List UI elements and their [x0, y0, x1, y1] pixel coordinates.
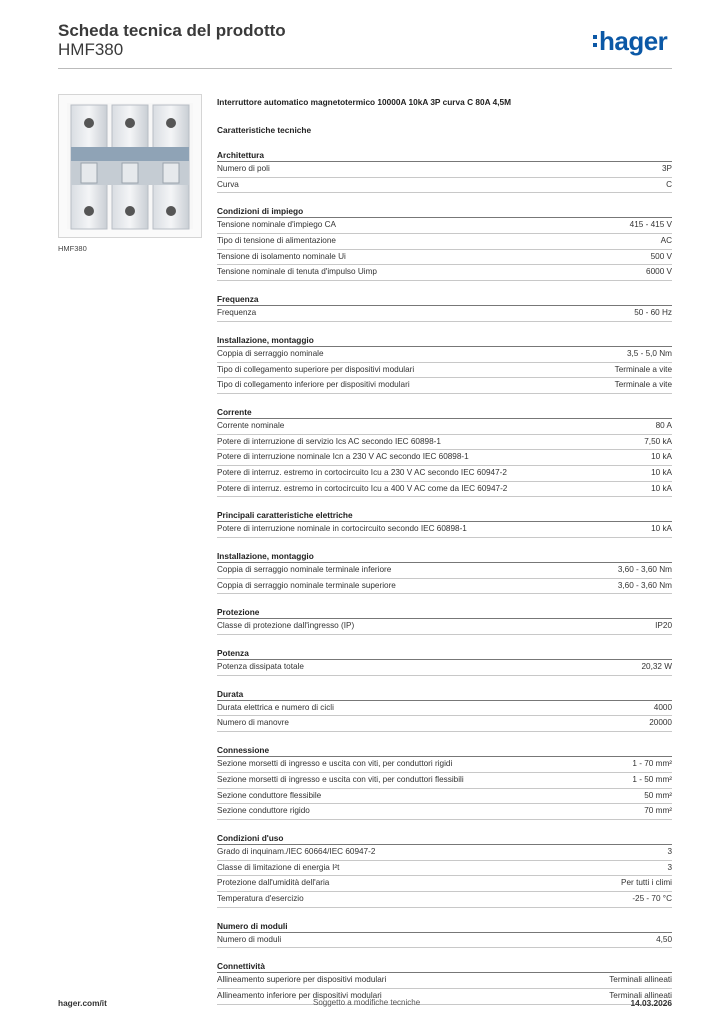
spec-label: Durata elettrica e numero di cicli: [217, 702, 334, 712]
footer-date: 14.03.2026: [630, 998, 672, 1008]
image-caption: HMF380: [58, 244, 87, 253]
spec-label: Frequenza: [217, 308, 257, 318]
spec-value: Per tutti i climi: [621, 878, 672, 888]
spec-row: [217, 363, 672, 379]
spec-value: 70 mm²: [644, 806, 672, 816]
spec-row: [217, 773, 672, 789]
spec-value: -25 - 70 °C: [632, 893, 672, 903]
product-image: [58, 94, 202, 238]
spec-row: [217, 757, 672, 773]
spec-value: 4,50: [656, 934, 672, 944]
spec-value: 500 V: [650, 251, 672, 261]
spec-value: 3: [667, 862, 672, 872]
spec-label: Sezione morsetti di ingresso e uscita con viti, per conduttori rigidi: [217, 759, 453, 769]
spec-row: [217, 579, 672, 595]
section-title: Numero di moduli: [217, 920, 672, 933]
spec-label: Sezione conduttore rigido: [217, 806, 310, 816]
spec-value: 50 - 60 Hz: [634, 308, 672, 318]
spec-row: [217, 347, 672, 363]
spec-row: [217, 482, 672, 498]
spec-label: Tensione nominale d'impiego CA: [217, 220, 336, 230]
section-title: Condizioni di impiego: [217, 205, 672, 218]
spec-row: [217, 218, 672, 234]
spec-label: Coppia di serraggio nominale terminale superiore: [217, 580, 396, 590]
spec-row: [217, 619, 672, 635]
section-title: Potenza: [217, 647, 672, 660]
spec-row: [217, 933, 672, 949]
spec-value: C: [666, 179, 672, 189]
spec-row: [217, 892, 672, 908]
spec-row: [217, 435, 672, 451]
spec-row: [217, 789, 672, 805]
spec-value: Terminali allineati: [609, 975, 672, 985]
product-code: HMF380: [58, 40, 124, 59]
spec-row: [217, 861, 672, 877]
spec-label: Tipo di collegamento superiore per dispositivi modulari: [217, 364, 415, 374]
spec-value: IP20: [655, 621, 672, 631]
spec-sections: [217, 149, 672, 1005]
spec-label: Tensione nominale di tenuta d'impulso Uimp: [217, 267, 377, 277]
spec-label: Numero di manovre: [217, 718, 289, 728]
spec-label: Protezione dall'umidità dell'aria: [217, 878, 330, 888]
section-title: Protezione: [217, 606, 672, 619]
spec-label: Potere di interruz. estremo in cortocircuito Icu a 230 V AC secondo IEC 60947-2: [217, 467, 507, 477]
spec-row: [217, 876, 672, 892]
spec-label: Potenza dissipata totale: [217, 662, 304, 672]
spec-row: [217, 178, 672, 194]
section-title: Frequenza: [217, 293, 672, 306]
spec-label: Coppia di serraggio nominale terminale inferiore: [217, 565, 392, 574]
spec-value: 3P: [661, 164, 672, 173]
spec-row: [217, 563, 672, 579]
spec-content: [217, 97, 672, 1005]
spec-value: Terminali allineati: [609, 991, 672, 1000]
spec-label: Potere di interruzione nominale in cortocircuito secondo IEC 60898-1: [217, 524, 467, 534]
spec-row: [217, 989, 672, 1005]
spec-row: [217, 450, 672, 466]
spec-value: 80 A: [655, 420, 672, 430]
spec-row: [217, 716, 672, 732]
circuit-breaker-icon: [59, 95, 201, 237]
spec-value: 4000: [653, 702, 672, 712]
section-title: Connettività: [217, 960, 672, 973]
spec-label: Corrente nominale: [217, 420, 285, 430]
spec-label: Temperatura d'esercizio: [217, 893, 304, 903]
spec-value: 10 kA: [651, 524, 672, 534]
main-section-title: Caratteristiche tecniche: [217, 125, 312, 135]
spec-value: 3,5 - 5,0 Nm: [626, 348, 672, 358]
product-title: Interruttore automatico magnetotermico 10000A 10kA 3P curva C 80A 4,5M: [217, 97, 512, 107]
section-title: Installazione, montaggio: [217, 334, 672, 347]
spec-value: Terminale a vite: [614, 380, 672, 390]
spec-row: [217, 804, 672, 820]
spec-value: 3,60 - 3,60 Nm: [617, 565, 672, 574]
spec-label: Numero di poli: [217, 164, 270, 173]
spec-row: [217, 466, 672, 482]
section-title: Connessione: [217, 744, 672, 757]
spec-label: Curva: [217, 179, 239, 189]
spec-label: Classe di limitazione di energia I²t: [217, 862, 340, 872]
spec-row: [217, 306, 672, 322]
spec-row: [217, 845, 672, 861]
footer-website[interactable]: hager.com/it: [58, 998, 107, 1008]
hager-logo: hager: [593, 26, 667, 57]
spec-value: 20,32 W: [641, 662, 672, 672]
spec-row: [217, 378, 672, 394]
spec-label: Tensione di isolamento nominale Ui: [217, 251, 346, 261]
spec-value: 6000 V: [646, 267, 672, 277]
section-title: Architettura: [217, 149, 672, 162]
section-title: Corrente: [217, 406, 672, 419]
spec-value: 1 - 50 mm²: [632, 774, 672, 784]
spec-label: Classe di protezione dall'ingresso (IP): [217, 621, 355, 631]
spec-label: Tipo di collegamento inferiore per dispositivi modulari: [217, 380, 410, 390]
spec-row: [217, 234, 672, 250]
spec-value: 10 kA: [651, 483, 672, 493]
spec-label: Potere di interruz. estremo in cortocircuito Icu a 400 V AC come da IEC 60947-2: [217, 483, 508, 493]
footer-note: Soggetto a modifiche tecniche: [313, 998, 421, 1007]
spec-value: 50 mm²: [644, 790, 672, 800]
page-title: Scheda tecnica del prodotto: [58, 21, 286, 40]
spec-value: 1 - 70 mm²: [632, 759, 672, 769]
spec-row: [217, 522, 672, 538]
spec-label: Numero di moduli: [217, 934, 282, 944]
spec-value: 3,60 - 3,60 Nm: [617, 580, 672, 590]
spec-label: Allineamento superiore per dispositivi modulari: [217, 975, 387, 985]
spec-value: AC: [660, 236, 672, 246]
logo-dots-icon: [593, 35, 597, 51]
section-title: Durata: [217, 688, 672, 701]
spec-label: Coppia di serraggio nominale: [217, 348, 324, 358]
header-divider: [58, 68, 672, 69]
spec-row: [217, 660, 672, 676]
spec-value: 415 - 415 V: [629, 220, 672, 230]
spec-value: 10 kA: [651, 467, 672, 477]
spec-value: 10 kA: [651, 452, 672, 462]
spec-row: [217, 973, 672, 989]
spec-value: 20000: [649, 718, 672, 728]
spec-row: [217, 419, 672, 435]
spec-label: Sezione conduttore flessibile: [217, 790, 322, 800]
spec-label: Allineamento inferiore per dispositivi modulari: [217, 991, 382, 1000]
section-title: Principali caratteristiche elettriche: [217, 509, 672, 522]
spec-row: [217, 250, 672, 266]
spec-row: [217, 701, 672, 717]
section-title: Condizioni d'uso: [217, 832, 672, 845]
spec-value: 7,50 kA: [644, 436, 672, 446]
spec-label: Tipo di tensione di alimentazione: [217, 236, 336, 246]
spec-row: [217, 265, 672, 281]
spec-label: Potere di interruzione di servizio Ics AC secondo IEC 60898-1: [217, 436, 441, 446]
spec-label: Grado di inquinam./IEC 60664/IEC 60947-2: [217, 846, 376, 856]
section-title: Installazione, montaggio: [217, 550, 672, 563]
spec-row: [217, 162, 672, 178]
spec-value: 3: [667, 846, 672, 856]
spec-label: Potere di interruzione nominale Icn a 230 V AC secondo IEC 60898-1: [217, 452, 469, 462]
spec-label: Sezione morsetti di ingresso e uscita con viti, per conduttori flessibili: [217, 774, 464, 784]
spec-value: Terminale a vite: [614, 364, 672, 374]
